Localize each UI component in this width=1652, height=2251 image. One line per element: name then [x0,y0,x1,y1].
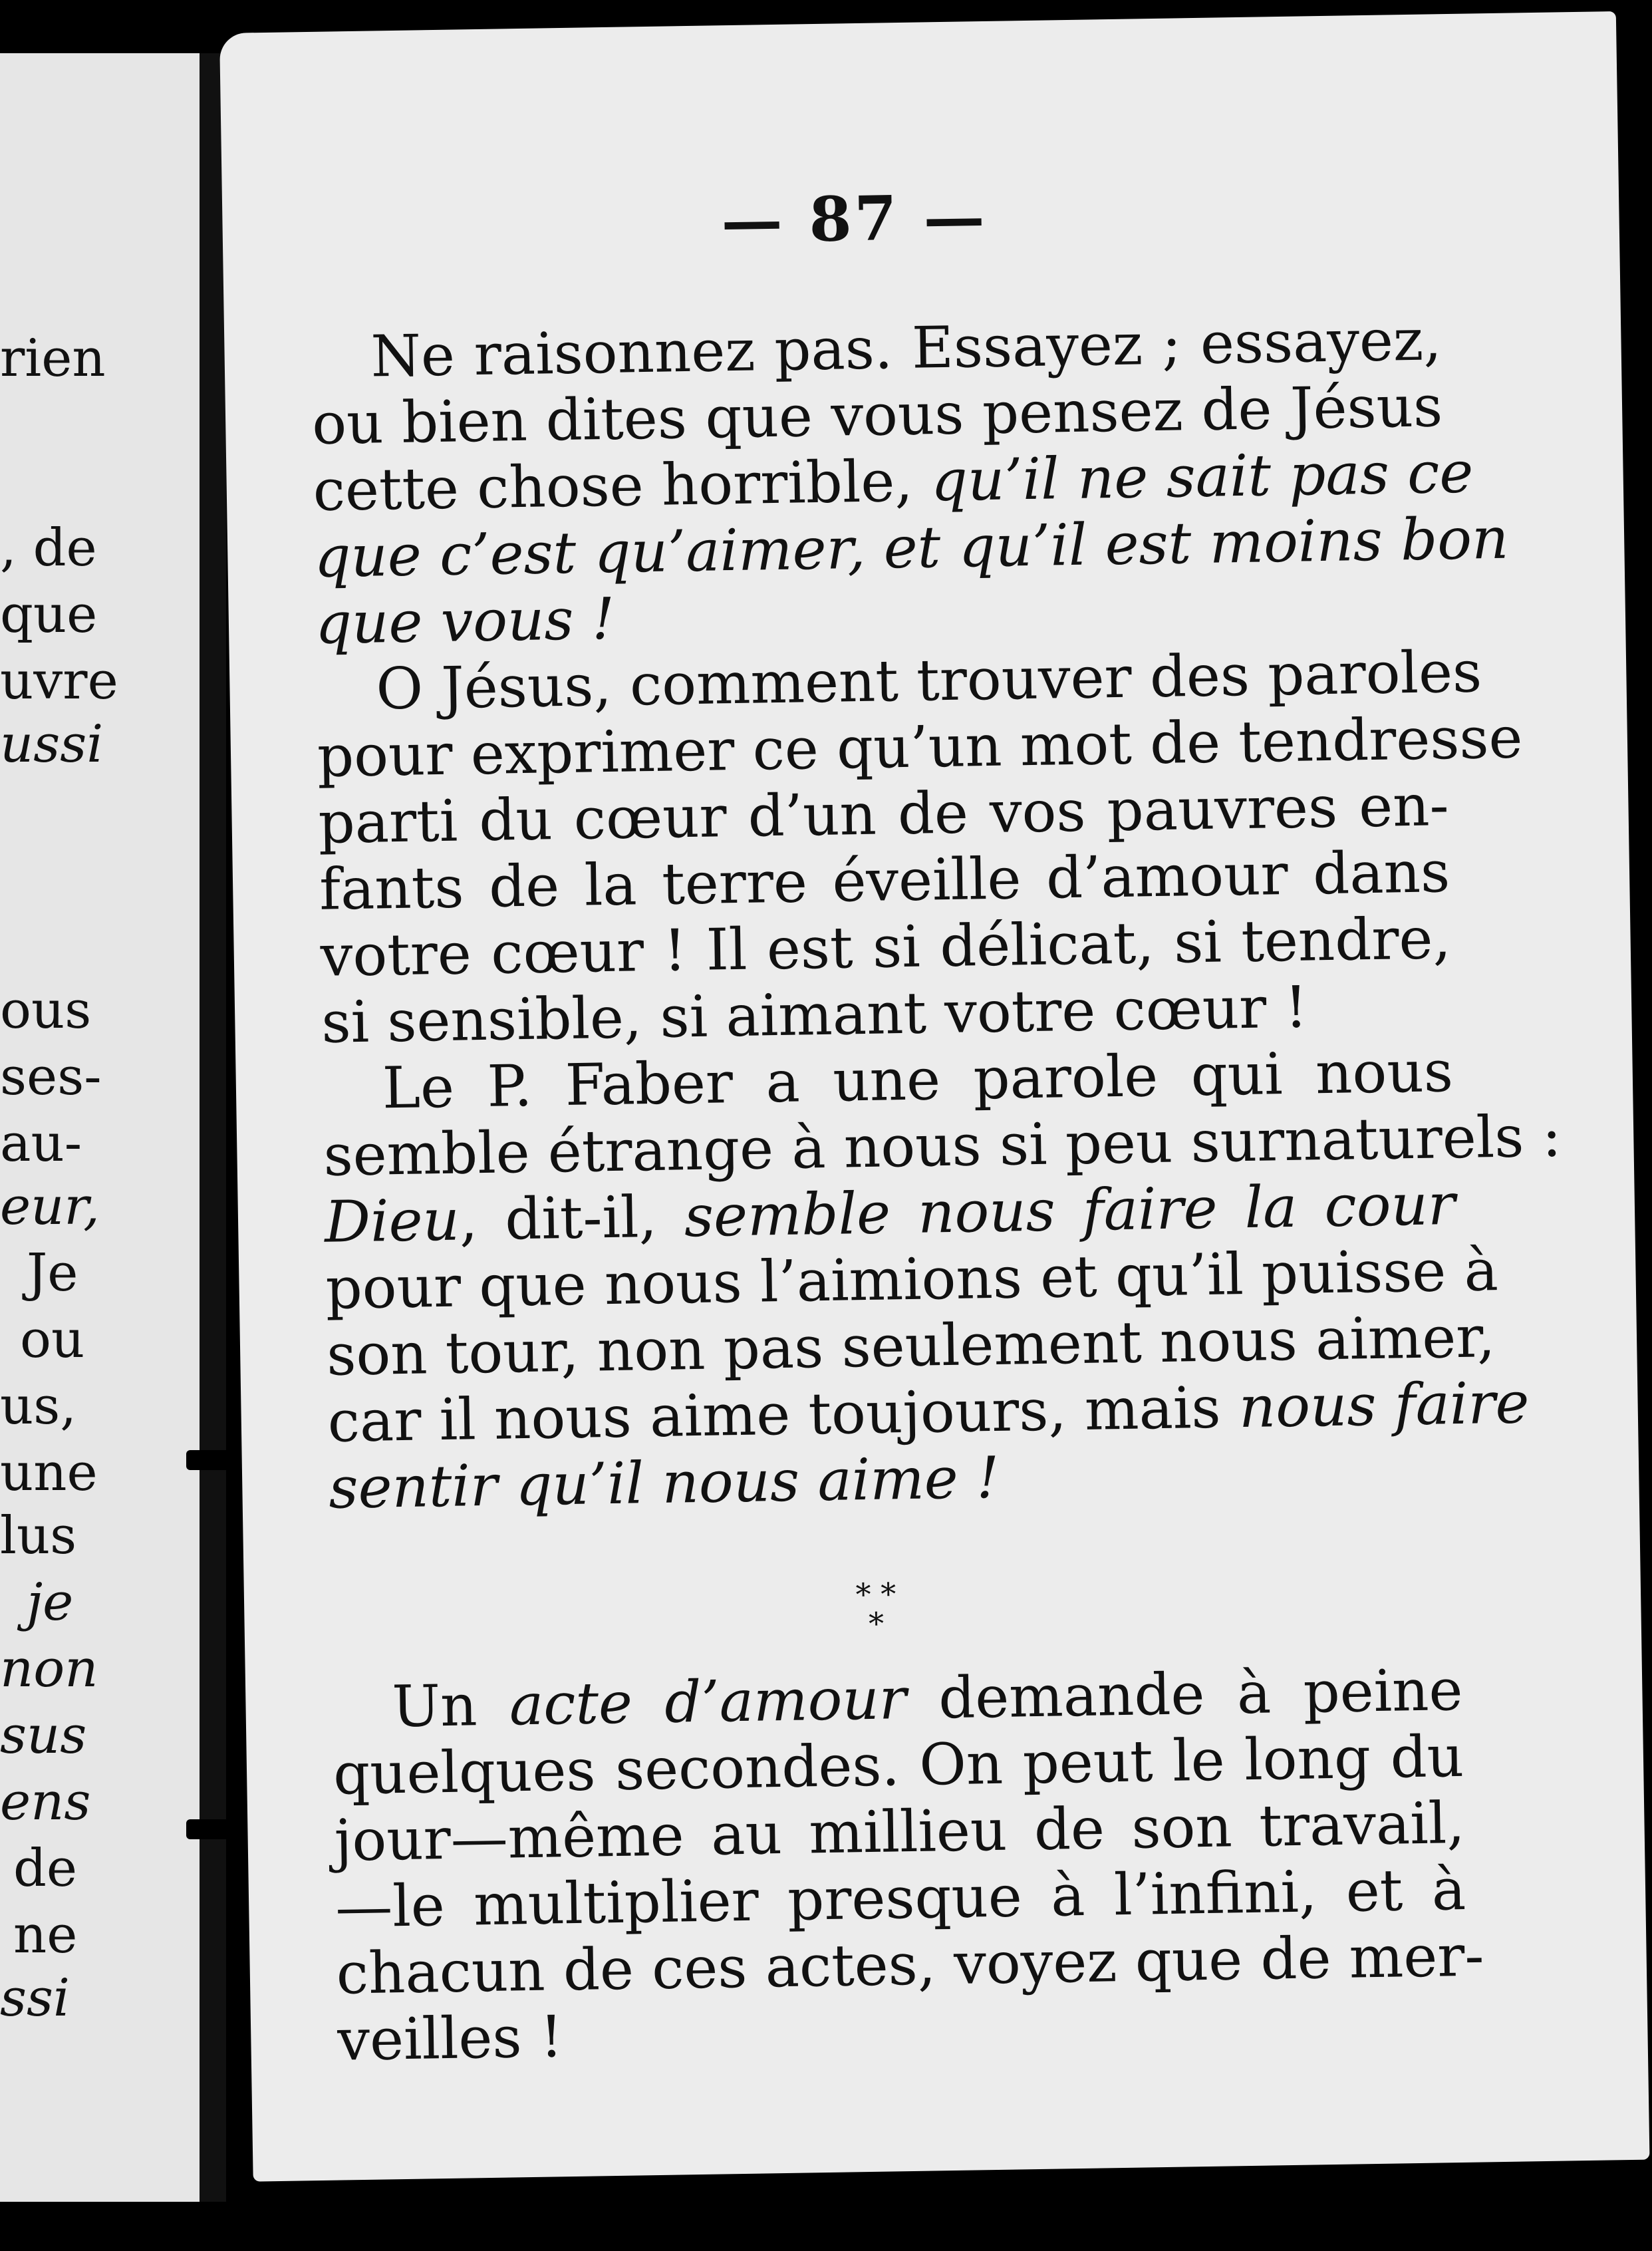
text-line: chacun de ces actes, voyez que de mer- [336,1922,1485,2008]
left-fragment: je [27,1573,74,1632]
italic-run: Dieu [324,1187,460,1256]
text-line: que vous ! [315,585,616,657]
left-fragment: ous [0,980,92,1040]
text-line: parti du cœur d’un de vos pauvres en- [317,772,1450,857]
text-line: pour exprimer ce qu’un mot de tendresse [317,704,1524,790]
text-line: semble étrange à nous si peu surnaturels : [323,1103,1562,1189]
text-line: jour—même au millieu de son travail, [333,1789,1466,1875]
left-fragment: sus [0,1706,87,1765]
left-fragment: Je [27,1243,78,1303]
text-run: , dit-il, [459,1183,685,1254]
text-line: que c’est qu’aimer, et qu’il est moins bon [313,505,1510,591]
left-fragment: ssi [0,1968,70,2028]
left-fragment: non [0,1639,98,1699]
page-number: — 87 — [720,180,988,257]
left-fragment: que [0,585,98,645]
asterism: * * * [855,1576,896,1642]
text-run: Un [391,1672,510,1741]
italic-run: acte d’amour [509,1666,907,1739]
previous-page-edge [0,53,204,2202]
left-fragment: ou [20,1310,85,1370]
text-line: sentir qu’il nous aime ! [328,1444,1000,1522]
body-text [311,307,1562,1522]
binding-thread [186,1819,246,1839]
text-line: —le multiplier presque à l’infini, et à [335,1856,1466,1941]
book-binding [200,53,226,2202]
section-separator [244,1570,1508,1648]
text-line: veilles ! [337,2004,564,2074]
left-fragment: ses- [0,1047,102,1107]
binding-thread [186,1450,246,1470]
left-fragment: de [13,1839,78,1898]
text-line: Ne raisonnez pas. Essayez ; essayez, [370,307,1443,390]
left-fragment: lus [0,1506,77,1566]
left-fragment: eur, [0,1177,100,1237]
left-fragment: ne [13,1905,78,1965]
left-fragment: rien [0,329,106,388]
left-fragment: us, [0,1376,77,1436]
text-run: cette chose horrible, [313,448,932,524]
left-fragment: ussi [0,714,104,774]
text-line: fants de la terre éveille d’amour dans [319,839,1450,923]
left-fragment: une [0,1443,98,1503]
text-line: si sensible, si aimant votre cœur ! [321,974,1308,1056]
text-line: son tour, non pas seulement nous aimer, [326,1304,1496,1389]
book-page [219,11,1649,2182]
text-line: votre cœur ! Il est si délicat, si tendre, [320,905,1452,990]
italic-run: semble nous faire la cour [684,1171,1456,1251]
left-fragment: ens [0,1772,91,1832]
text-run: car il nous aime toujours, mais [327,1374,1240,1455]
text-line: O Jésus, comment trouver des paroles [375,639,1482,723]
left-fragment: uvre [0,651,118,711]
text-line: pour que nous l’aimions et qu’il puisse à [325,1237,1499,1322]
body-text [332,1656,1485,2074]
left-fragment: au- [0,1114,82,1173]
text-line: ou bien dites que vous pensez de Jésus [311,373,1443,458]
left-fragment: , de [0,518,97,578]
text-run: demande à peine [905,1656,1464,1733]
text-line: Le P. Faber a une parole qui nous [382,1038,1454,1122]
italic-run: nous faire [1238,1370,1530,1441]
italic-run: qu’il ne sait pas ce [930,439,1474,515]
text-line: quelques secondes. On peut le long du [333,1723,1464,1808]
